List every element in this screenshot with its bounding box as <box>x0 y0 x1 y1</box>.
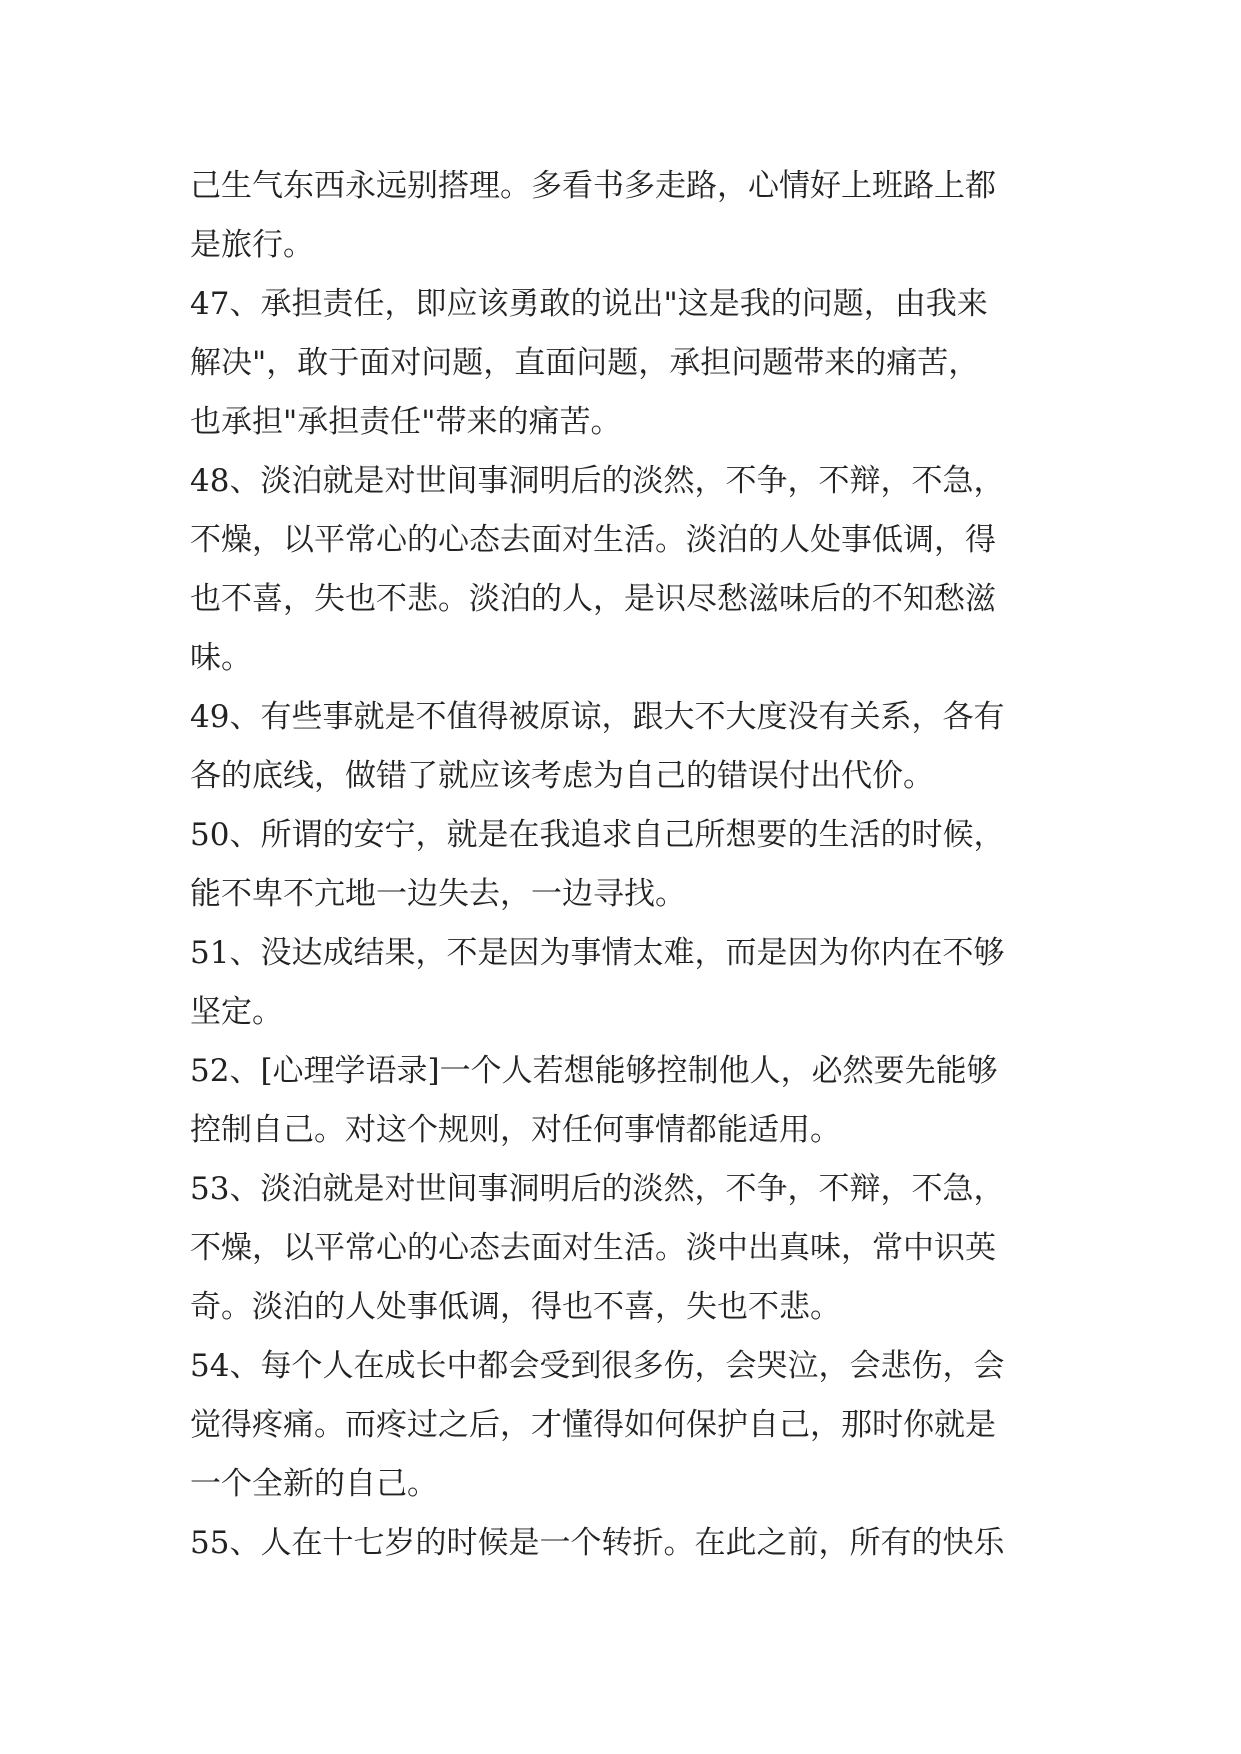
text-line: 51、没达成结果，不是因为事情太难，而是因为你内在不够 <box>190 935 1005 971</box>
text-line: 55、人在十七岁的时候是一个转折。在此之前，所有的快乐 <box>190 1525 1005 1561</box>
text-line: 觉得疼痛。而疼过之后，才懂得如何保护自己，那时你就是 <box>190 1407 996 1443</box>
text-line: 53、淡泊就是对世间事洞明后的淡然，不争，不辩，不急， <box>190 1171 1005 1207</box>
text-line: 47、承担责任，即应该勇敢的说出"这是我的问题，由我来 <box>190 286 988 322</box>
text-line: 各的底线，做错了就应该考虑为自己的错误付出代价。 <box>190 758 934 794</box>
text-line: 奇。淡泊的人处事低调，得也不喜，失也不悲。 <box>190 1289 841 1325</box>
text-line: 一个全新的自己。 <box>190 1466 438 1502</box>
text-line: 解决"，敢于面对问题，直面问题，承担问题带来的痛苦， <box>190 345 980 381</box>
text-line: 也不喜，失也不悲。淡泊的人，是识尽愁滋味后的不知愁滋 <box>190 581 996 617</box>
text-line: 不燥，以平常心的心态去面对生活。淡中出真味，常中识英 <box>190 1230 996 1266</box>
text-line: 54、每个人在成长中都会受到很多伤，会哭泣，会悲伤，会 <box>190 1348 1005 1384</box>
text-line: 52、[心理学语录]一个人若想能够控制他人，必然要先能够 <box>190 1053 998 1089</box>
document-body <box>190 157 1070 1573</box>
text-line: 也承担"承担责任"带来的痛苦。 <box>190 404 622 440</box>
text-line: 能不卑不亢地一边失去，一边寻找。 <box>190 876 686 912</box>
text-line: 控制自己。对这个规则，对任何事情都能适用。 <box>190 1112 841 1148</box>
text-line: 不燥，以平常心的心态去面对生活。淡泊的人处事低调，得 <box>190 522 996 558</box>
text-line: 己生气东西永远别搭理。多看书多走路，心情好上班路上都 <box>190 168 996 204</box>
text-line: 49、有些事就是不值得被原谅，跟大不大度没有关系，各有 <box>190 699 1005 735</box>
text-line: 48、淡泊就是对世间事洞明后的淡然，不争，不辩，不急， <box>190 463 1005 499</box>
text-line: 是旅行。 <box>190 227 314 263</box>
text-line: 50、所谓的安宁，就是在我追求自己所想要的生活的时候， <box>190 817 1005 853</box>
text-line: 味。 <box>190 640 252 676</box>
text-line: 坚定。 <box>190 994 283 1030</box>
